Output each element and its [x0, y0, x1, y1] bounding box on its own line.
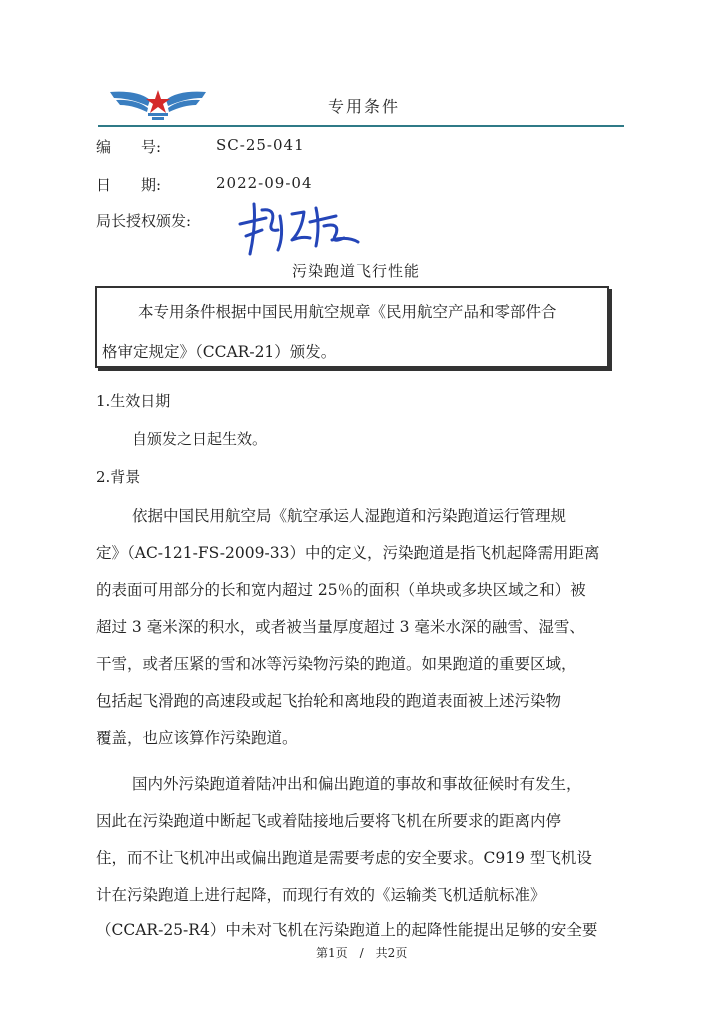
- paragraph-line: 国内外污染跑道着陆冲出和偏出跑道的事故和事故征候时有发生，: [132, 775, 582, 793]
- document-title: 污染跑道飞行性能: [292, 262, 421, 280]
- number-label: 编 号:: [96, 138, 162, 156]
- paragraph-line: 的表面可用部分的长和宽内超过 25％的面积（单块或多块区域之和）被: [96, 581, 586, 599]
- page-indicator: 第1页 / 共2页: [316, 946, 408, 960]
- notice-line-1: 本专用条件根据中国民用航空规章《民用航空产品和零部件合: [138, 303, 557, 321]
- date-value: 2022-09-04: [216, 174, 313, 192]
- paragraph-line: 计在污染跑道上进行起降，而现行有效的《运输类飞机适航标准》: [96, 886, 546, 904]
- section-1-text: 自颁发之日起生效。: [132, 430, 268, 448]
- paragraph-line: （CCAR-25-R4）中未对飞机在污染跑道上的起降性能提出足够的安全要: [96, 921, 598, 939]
- caac-logo-icon: [108, 86, 208, 122]
- paragraph-line: 干雪，或者压紧的雪和冰等污染物污染的跑道。如果跑道的重要区域，: [96, 655, 577, 673]
- paragraph-line: 覆盖，也应该算作污染跑道。: [96, 729, 298, 747]
- authorizer-label: 局长授权颁发:: [96, 212, 192, 230]
- paragraph-line: 依据中国民用航空局《航空承运人湿跑道和污染跑道运行管理规: [132, 507, 567, 525]
- paragraph-line: 超过 3 毫米深的积水，或者被当量厚度超过 3 毫米水深的融雪、湿雪、: [96, 618, 585, 636]
- signature-icon: [232, 196, 364, 258]
- paragraph-line: 住，而不让飞机冲出或偏出跑道是需要考虑的安全要求。C919 型飞机设: [96, 849, 592, 867]
- header-title: 专用条件: [328, 97, 401, 116]
- header-rule: [98, 125, 624, 127]
- paragraph-line: 因此在污染跑道中断起飞或着陆接地后要将飞机在所要求的距离内停: [96, 812, 562, 830]
- paragraph-line: 包括起飞滑跑的高速段或起飞抬轮和离地段的跑道表面被上述污染物: [96, 692, 562, 710]
- section-2-heading: 2.背景: [96, 468, 141, 486]
- paragraph-line: 定》（AC-121-FS-2009-33）中的定义，污染跑道是指飞机起降需用距离: [96, 544, 600, 562]
- notice-line-2: 格审定规定》（CCAR-21）颁发。: [102, 343, 337, 361]
- section-1-heading: 1.生效日期: [96, 392, 171, 410]
- date-label: 日 期:: [96, 176, 162, 194]
- number-value: SC-25-041: [216, 136, 305, 154]
